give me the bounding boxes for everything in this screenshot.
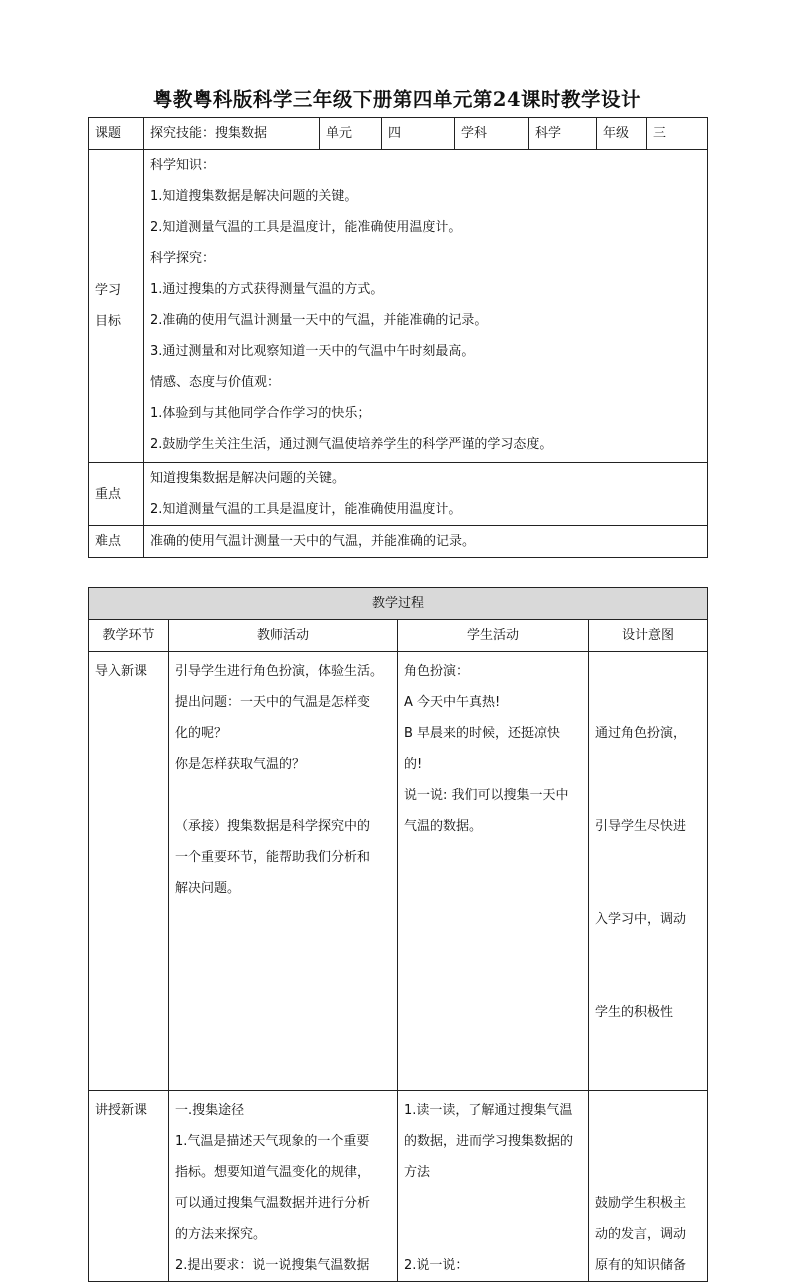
intent-line: 引导学生尽快进 (595, 819, 687, 834)
process-section-title: 教学过程 (89, 588, 708, 620)
difficulty-label: 难点 (89, 526, 144, 558)
subject-label: 学科 (455, 118, 529, 150)
objectives-label-line2: 目标 (95, 314, 122, 329)
objective-line: 3.通过测量和对比观察知道一天中的气温中午时刻最高。 (150, 344, 475, 359)
student-line: 说一说: 我们可以搜集一天中 (404, 788, 569, 803)
objective-line: 2.鼓励学生关注生活，通过测气温使培养学生的科学严谨的学习态度。 (150, 437, 553, 452)
keypoints-label: 重点 (89, 463, 144, 526)
intent-line: 动的发言，调动 (595, 1227, 687, 1242)
keypoints-content (144, 463, 708, 526)
student-line: B 早晨来的时候，还挺凉快 (404, 726, 561, 741)
teacher-line: 你是怎样获取气温的？ (175, 757, 306, 772)
unit-label: 单元 (320, 118, 382, 150)
stage-cell: 讲授新课 (89, 1091, 169, 1282)
student-line: 的数据，进而学习搜集数据的 (404, 1134, 574, 1149)
intent-line: 学生的积极性 (595, 1005, 674, 1020)
teacher-line: 一.搜集途径 (175, 1103, 245, 1118)
teacher-line: 引导学生进行角色扮演，体验生活。 (175, 664, 384, 679)
teacher-line: 的方法来探究。 (175, 1227, 267, 1242)
intent-line: 鼓励学生积极主 (595, 1196, 687, 1211)
student-line: A 今天中午真热! (404, 695, 501, 710)
student-line: 1.读一读，了解通过搜集气温 (404, 1103, 573, 1118)
teacher-line: 化的呢？ (175, 726, 228, 741)
unit-value: 四 (382, 118, 455, 150)
teacher-line: 提出问题：一天中的气温是怎样变 (175, 695, 371, 710)
grade-label: 年级 (597, 118, 647, 150)
teacher-activity-cell (169, 652, 398, 1091)
keypoint-line: 知道搜集数据是解决问题的关键。 (150, 471, 346, 486)
objective-line: 1.通过搜集的方式获得测量气温的方式。 (150, 282, 384, 297)
student-activity-cell (398, 1091, 589, 1282)
intent-line (595, 1126, 701, 1157)
intent-line (595, 1095, 701, 1126)
student-line: 气温的数据。 (404, 819, 483, 834)
intent-cell (589, 1091, 708, 1282)
objective-line: 1.知道搜集数据是解决问题的关键。 (150, 189, 358, 204)
topic-value: 探究技能：搜集数据 (144, 118, 320, 150)
intent-line: 通过角色扮演， (595, 726, 687, 741)
student-line: 2.说一说： (404, 1258, 469, 1273)
header-intent: 设计意图 (589, 620, 708, 652)
process-table (88, 587, 708, 1282)
header-teacher: 教师活动 (169, 620, 398, 652)
objective-line: 1.体验到与其他同学合作学习的快乐； (150, 406, 371, 421)
objective-line: 2.准确的使用气温计测量一天中的气温，并能准确的记录。 (150, 313, 488, 328)
objective-line: 情感、态度与价值观： (150, 375, 281, 390)
stage-cell: 导入新课 (89, 652, 169, 1091)
difficulty-content: 准确的使用气温计测量一天中的气温，并能准确的记录。 (144, 526, 708, 558)
intent-line: 入学习中，调动 (595, 912, 687, 927)
objectives-content (144, 150, 708, 463)
objective-line: 科学知识： (150, 158, 216, 173)
teacher-line: （承接）搜集数据是科学探究中的 (175, 819, 371, 834)
student-line: 的! (404, 757, 423, 772)
student-line (404, 1219, 582, 1250)
teacher-line (175, 780, 391, 811)
intent-line (595, 1157, 701, 1188)
intent-line: 原有的知识储备 (595, 1258, 687, 1273)
objective-line: 2.知道测量气温的工具是温度计，能准确使用温度计。 (150, 220, 462, 235)
objectives-label-line1: 学习 (95, 283, 122, 298)
student-line: 方法 (404, 1165, 431, 1180)
intent-cell (589, 652, 708, 1091)
teacher-line: 指标。想要知道气温变化的规律， (175, 1165, 371, 1180)
teacher-line: 解决问题。 (175, 881, 241, 896)
keypoint-line: 2.知道测量气温的工具是温度计，能准确使用温度计。 (150, 502, 462, 517)
grade-value: 三 (647, 118, 708, 150)
topic-label: 课题 (89, 118, 144, 150)
objective-line: 科学探究： (150, 251, 216, 266)
header-stage: 教学环节 (89, 620, 169, 652)
teacher-line: 一个重要环节，能帮助我们分析和 (175, 850, 371, 865)
student-line (404, 1188, 582, 1219)
info-table (88, 117, 708, 558)
document-title: 粤教粤科版科学三年级下册第四单元第24课时教学设计 (152, 88, 642, 111)
student-activity-cell (398, 652, 589, 1091)
teacher-line: 1.气温是描述天气现象的一个重要 (175, 1134, 370, 1149)
student-line: 角色扮演： (404, 664, 470, 679)
teacher-line: 2.提出要求：说一说搜集气温数据 (175, 1258, 370, 1273)
header-student: 学生活动 (398, 620, 589, 652)
objectives-label (89, 150, 144, 463)
subject-value: 科学 (529, 118, 597, 150)
teacher-line: 可以通过搜集气温数据并进行分析 (175, 1196, 371, 1211)
teacher-activity-cell (169, 1091, 398, 1282)
